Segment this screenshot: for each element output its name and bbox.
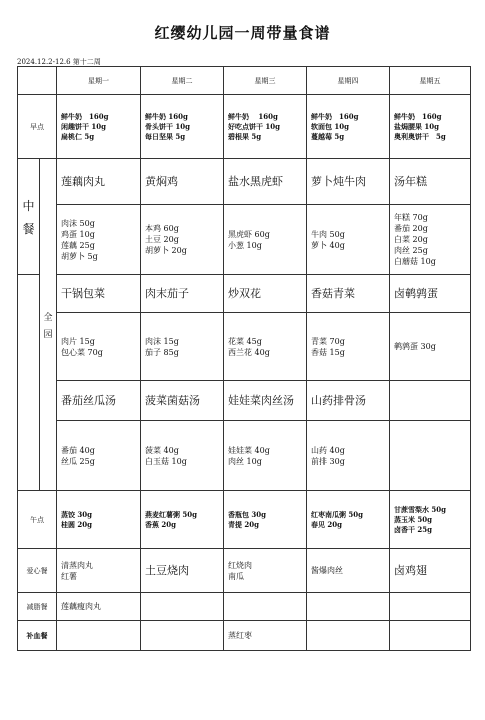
dish-name: 萝卜炖牛肉	[307, 159, 390, 205]
day-header: 星期五	[390, 67, 471, 95]
special-cell	[307, 593, 390, 621]
special-cell: 莲藕瘦肉丸	[57, 593, 141, 621]
special-cell: 卤鸡翅	[390, 549, 471, 593]
week-range: 2024.12.2-12.6 第十二周	[17, 58, 101, 66]
special-cell	[141, 621, 224, 651]
special-label: 补血餐	[18, 621, 57, 651]
special-row-fat-loss	[18, 593, 471, 621]
special-label: 减脂餐	[18, 593, 57, 621]
lunch-ingredient-row	[18, 313, 471, 381]
snack-cell: 甘蔗雪梨水 50g 蒸玉米 50g 卤香干 25g	[390, 491, 471, 549]
header-row	[18, 67, 471, 95]
day-header: 星期二	[141, 67, 224, 95]
dish-name: 菠菜菌菇汤	[141, 381, 224, 421]
breakfast-label: 早点	[18, 95, 57, 159]
snack-label: 午点	[18, 491, 57, 549]
ingredient-list: 肉沫 15g 茄子 85g	[141, 313, 224, 381]
special-cell	[390, 621, 471, 651]
ingredient-list	[390, 421, 471, 491]
breakfast-cell: 鲜牛奶 160g 骨头饼干 10g 每日坚果 5g	[141, 95, 224, 159]
snack-row	[18, 491, 471, 549]
ingredient-list: 本鸡 60g 土豆 20g 胡萝卜 20g	[141, 205, 224, 275]
day-header: 星期三	[224, 67, 307, 95]
ingredient-list: 山药 40g 前排 30g	[307, 421, 390, 491]
ingredient-list: 鹌鹑蛋 30g	[390, 313, 471, 381]
special-cell	[307, 621, 390, 651]
dish-name: 香菇青菜	[307, 275, 390, 313]
dish-name	[390, 381, 471, 421]
breakfast-cell: 鲜牛奶 160g 软面包 10g 蔓越莓 5g	[307, 95, 390, 159]
special-cell	[141, 593, 224, 621]
special-cell: 红烧肉 南瓜	[224, 549, 307, 593]
corner-cell	[18, 67, 57, 95]
special-label: 爱心餐	[18, 549, 57, 593]
page-title: 红缨幼儿园一周带量食谱	[154, 24, 331, 42]
special-row-love	[18, 549, 471, 593]
special-cell	[390, 593, 471, 621]
ingredient-list: 菠菜 40g 白玉菇 10g	[141, 421, 224, 491]
ingredient-list: 娃娃菜 40g 肉丝 10g	[224, 421, 307, 491]
snack-cell: 香瓶包 30g 青提 20g	[224, 491, 307, 549]
ingredient-list: 肉片 15g 包心菜 70g	[57, 313, 141, 381]
breakfast-cell: 鲜牛奶 160g 盐焗腰果 10g 奥利奥饼干 5g	[390, 95, 471, 159]
ingredient-list: 黑虎虾 60g 小葱 10g	[224, 205, 307, 275]
lunch-label: 中 餐	[18, 159, 40, 275]
lunch-ingredient-row	[18, 205, 471, 275]
dish-name: 山药排骨汤	[307, 381, 390, 421]
ingredient-list: 花菜 45g 西兰花 40g	[224, 313, 307, 381]
day-header: 星期一	[57, 67, 141, 95]
special-cell: 土豆烧肉	[141, 549, 224, 593]
special-cell: 酱爆肉丝	[307, 549, 390, 593]
breakfast-cell: 鲜牛奶 160g 闲趣饼干 10g 扁桃仁 5g	[57, 95, 141, 159]
dish-name: 卤鹌鹑蛋	[390, 275, 471, 313]
lunch-dish-row	[18, 381, 471, 421]
ingredient-list: 牛肉 50g 萝卜 40g	[307, 205, 390, 275]
dish-name: 盐水黑虎虾	[224, 159, 307, 205]
snack-cell: 蒸饺 30g 桂圆 20g	[57, 491, 141, 549]
special-cell: 蒸红枣	[224, 621, 307, 651]
dish-name: 娃娃菜肉丝汤	[224, 381, 307, 421]
breakfast-row	[18, 95, 471, 159]
dish-name: 肉末茄子	[141, 275, 224, 313]
ingredient-list: 番茄 40g 丝瓜 25g	[57, 421, 141, 491]
special-cell	[224, 593, 307, 621]
special-cell: 清蒸肉丸 红薯	[57, 549, 141, 593]
ingredient-list: 青菜 70g 香菇 15g	[307, 313, 390, 381]
lunch-scope-label: 全 园	[40, 159, 57, 491]
snack-cell: 燕麦红薯粥 50g 香蕉 20g	[141, 491, 224, 549]
dish-name: 干锅包菜	[57, 275, 141, 313]
menu-table	[17, 66, 471, 651]
breakfast-cell: 鲜牛奶 160g 好吃点饼干 10g 碧根果 5g	[224, 95, 307, 159]
special-row-blood	[18, 621, 471, 651]
ingredient-list: 年糕 70g 番茄 20g 白菜 20g 肉丝 25g 白蘑菇 10g	[390, 205, 471, 275]
lunch-dish-row	[18, 159, 471, 205]
dish-name: 炒双花	[224, 275, 307, 313]
ingredient-list: 肉沫 50g 鸡蛋 10g 莲藕 25g 胡萝卜 5g	[57, 205, 141, 275]
day-header: 星期四	[307, 67, 390, 95]
snack-cell: 红枣南瓜粥 50g 春见 20g	[307, 491, 390, 549]
special-cell	[57, 621, 141, 651]
dish-name: 莲藕肉丸	[57, 159, 141, 205]
dish-name: 汤年糕	[390, 159, 471, 205]
lunch-label-spacer	[18, 275, 40, 491]
dish-name: 黄焖鸡	[141, 159, 224, 205]
lunch-ingredient-row	[18, 421, 471, 491]
dish-name: 番茄丝瓜汤	[57, 381, 141, 421]
lunch-dish-row	[18, 275, 471, 313]
